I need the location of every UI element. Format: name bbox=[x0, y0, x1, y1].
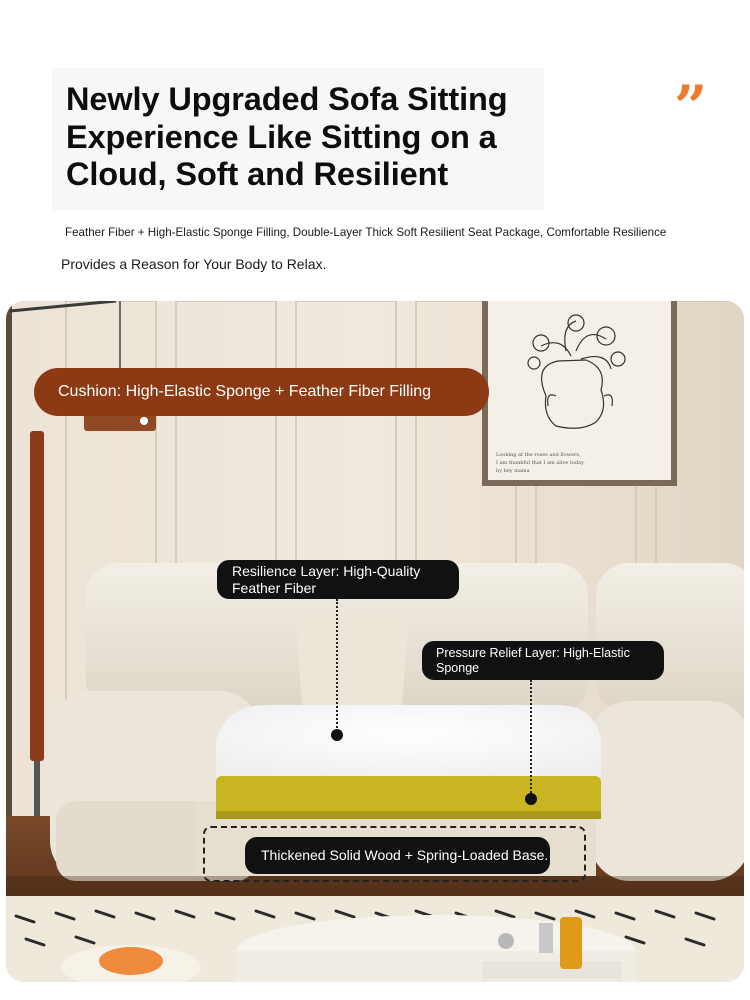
svg-text:by hey mama: by hey mama bbox=[496, 468, 530, 474]
pressure-pointer-line bbox=[530, 680, 532, 800]
resilience-pointer-line bbox=[336, 599, 338, 735]
feature-tagline: Provides a Reason for Your Body to Relax. bbox=[61, 256, 327, 272]
svg-text:Looking at the roses and flowe: Looking at the roses and flowers, bbox=[496, 452, 581, 458]
feature-description: Feather Fiber + High-Elastic Sponge Filling, Double-Layer Thick Soft Resilient Seat Package, Comfortable Resilience bbox=[65, 226, 667, 239]
resilience-layer-label: Resilience Layer: High-Quality Feather Fiber bbox=[217, 560, 459, 599]
cushion-label: Cushion: High-Elastic Sponge + Feather Fiber Filling bbox=[34, 368, 489, 416]
pressure-relief-label: Pressure Relief Layer: High-Elastic Sponge bbox=[422, 641, 664, 680]
pressure-pointer-dot bbox=[525, 793, 537, 805]
svg-text:I am thankful that I am alive: I am thankful that I am alive today. bbox=[496, 460, 585, 466]
quote-mark-icon: ” bbox=[674, 73, 708, 141]
page-title: Newly Upgraded Sofa Sitting Experience Like Sitting on a Cloud, Soft and Resilient bbox=[66, 81, 508, 192]
base-label: Thickened Solid Wood + Spring-Loaded Base. bbox=[245, 837, 550, 874]
resilience-pointer-dot bbox=[331, 729, 343, 741]
